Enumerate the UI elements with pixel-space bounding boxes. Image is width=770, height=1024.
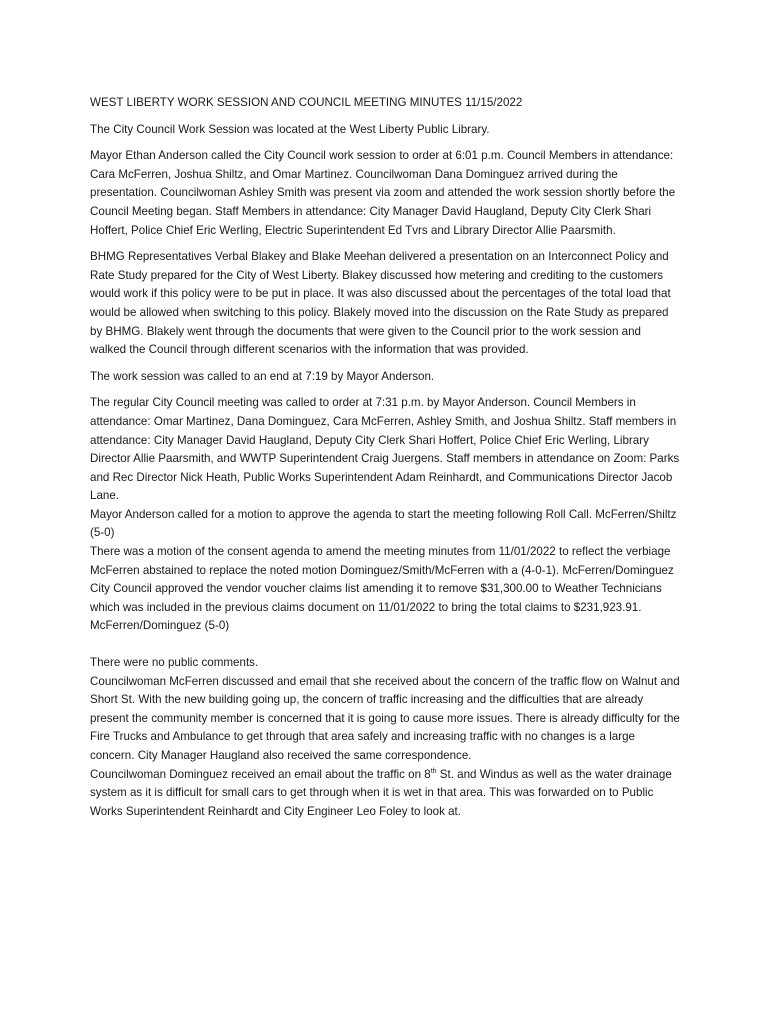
ordinal-superscript: th <box>430 767 437 775</box>
paragraph-dominguez-text-a: Councilwoman Dominguez received an email about the traffic on 8 <box>90 767 431 781</box>
paragraph-dominguez-text-b: St. and Windus as well as the water drainage system as it is difficult for small cars to get through when it is wet in that area. This was forwarded on to Public Works Superintendent Reinhardt and City Engineer Leo Foley to look at. <box>90 767 672 818</box>
document-body <box>90 94 680 821</box>
paragraph-bhmg-presentation: BHMG Representatives Verbal Blakey and Blake Meehan delivered a presentation on an Interconnect Policy and Rate Study prepared for the City of West Liberty. Blakey discussed how metering and crediting to the customers would work if this policy were to be put in place. It was also discussed about the percentages of the total load that would be allowed when switching to this policy. Blakely moved into the discussion on the Rate Study as prepared by BHMG. Blakely went through the documents that were given to the Council prior to the work session and walked the Council through different scenarios with the information that was provided. <box>90 250 671 357</box>
paragraph-public-comments: There were no public comments. <box>90 656 259 670</box>
paragraph-dominguez-traffic <box>90 766 680 822</box>
paragraph-work-session-end: The work session was called to an end at 7:19 by Mayor Anderson. <box>90 369 435 383</box>
paragraph-work-session-attendance: Mayor Ethan Anderson called the City Council work session to order at 6:01 p.m. Council Members in attendance: Cara McFerren, Joshua Shiltz, and Omar Martinez. Councilwoman Dana Dominguez arrived during the presentation. Councilwoman Ashley Smith was present via zoom and attended the work session shortly before the Council Meeting began. Staff Members in attendance: City Manager David Haugland, Deputy City Clerk Shari Hoffert, Police Chief Eric Werling, Electric Superintendent Ed Tvrs and Library Director Allie Paarsmith. <box>90 149 676 237</box>
document-title: WEST LIBERTY WORK SESSION AND COUNCIL MEETING MINUTES 11/15/2022 <box>90 96 523 109</box>
paragraph-agenda-motion: Mayor Anderson called for a motion to approve the agenda to start the meeting following Roll Call. McFerren/Shiltz (5-0) <box>90 507 677 540</box>
paragraph-regular-meeting-attendance: The regular City Council meeting was called to order at 7:31 p.m. by Mayor Anderson. Council Members in attendance: Omar Martinez, Dana Dominguez, Cara McFerren, Ashley Smith, and Joshua Shiltz. Staff members in attendance: City Manager David Haugland, Deputy City Clerk Shari Hoffert, Police Chief Eric Werling, Library Director Allie Paarsmith, and WWTP Superintendent Craig Juergens. Staff members in attendance on Zoom: Parks and Rec Director Nick Heath, Public Works Superintendent Adam Reinhardt, and Communications Director Jacob Lane. <box>90 396 680 503</box>
paragraph-spacer <box>90 636 680 654</box>
paragraph-claims-list: City Council approved the vendor voucher claims list amending it to remove $31,300.00 to Weather Technicians which was included in the previous claims document on 11/01/2022 to bring the total claims to $231,923.91. McFerren/Dominguez (5-0) <box>90 582 662 633</box>
paragraph-consent-agenda: There was a motion of the consent agenda to amend the meeting minutes from 11/01/2022 to reflect the verbiage McFerren abstained to replace the noted motion Dominguez/Smith/McFerren with a (4-0-1). McFerren/Dominguez <box>90 545 674 577</box>
paragraph-mcferren-traffic: Councilwoman McFerren discussed and email that she received about the concern of the traffic flow on Walnut and Short St. With the new building going up, the concern of traffic increasing and the difficulties that are already present the community member is concerned that it is going to cause more issues. There is already difficulty for the Fire Trucks and Ambulance to get through that area safely and increasing traffic with no changes is a large concern. City Manager Haugland also received the same correspondence. <box>90 674 680 762</box>
paragraph-work-session-location: The City Council Work Session was located at the West Liberty Public Library. <box>90 122 490 136</box>
